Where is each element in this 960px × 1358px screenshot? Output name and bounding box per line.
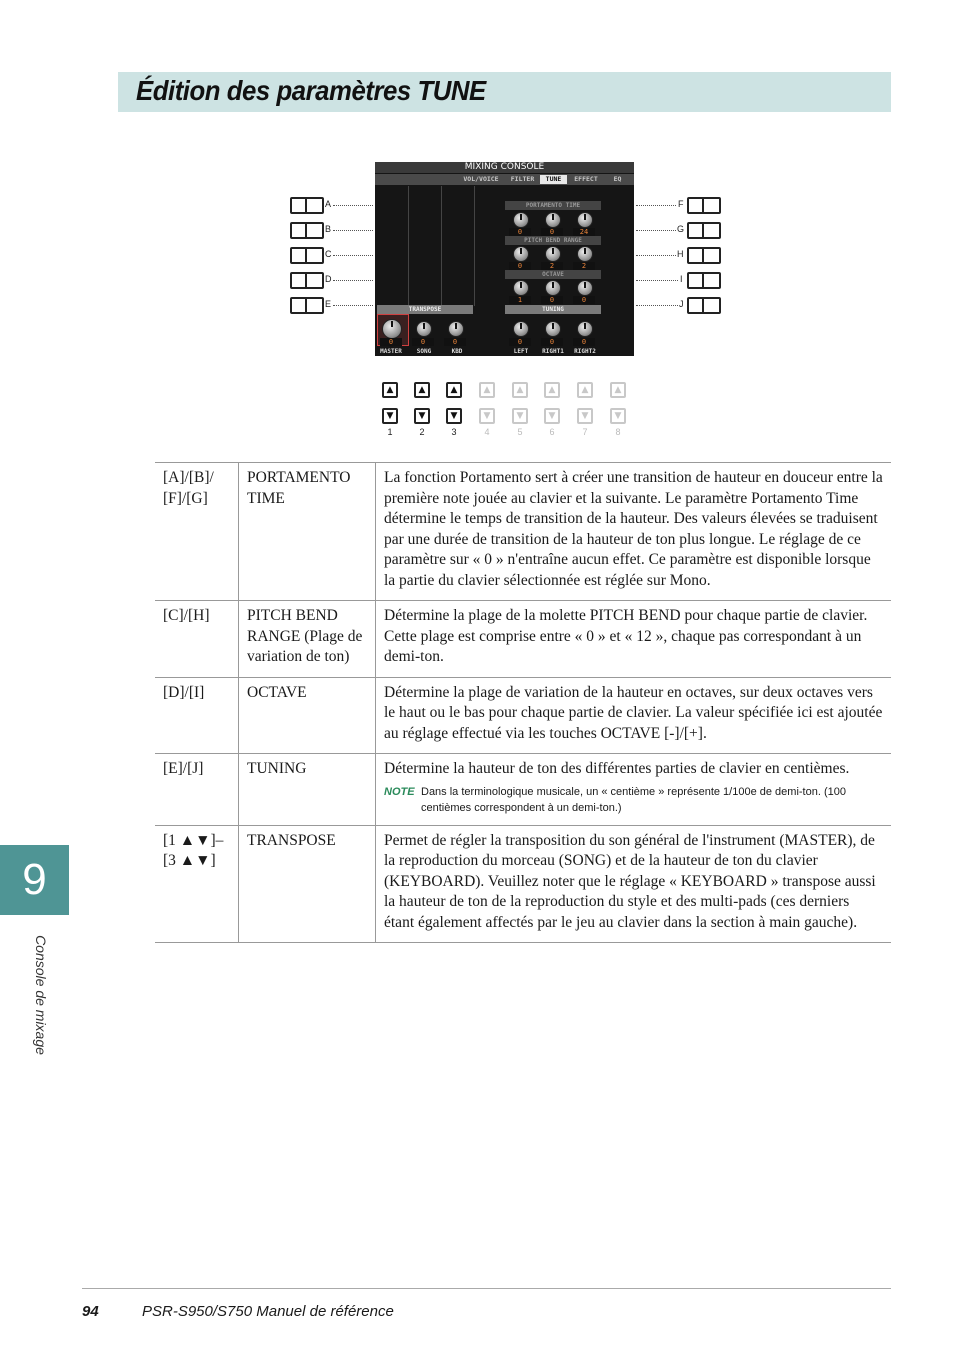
- chapter-label: Console de mixage: [33, 935, 49, 1055]
- button-label-b: B: [325, 224, 332, 234]
- portamento-label: PORTAMENTO TIME: [505, 201, 601, 210]
- button-7-up[interactable]: ▲: [577, 382, 593, 398]
- table-row: [155, 825, 891, 943]
- column-divider: [474, 186, 475, 306]
- transpose-value: 0: [380, 338, 402, 346]
- pitch-bend-value: 2: [541, 262, 563, 270]
- knob-icon[interactable]: [382, 319, 402, 339]
- octave-value: 1: [509, 296, 531, 304]
- knob-icon[interactable]: [545, 246, 561, 262]
- button-label-d: D: [325, 274, 332, 284]
- button-f[interactable]: [687, 197, 721, 214]
- button-number: 8: [615, 427, 621, 437]
- footer-left: LEFT: [513, 348, 529, 355]
- button-j[interactable]: [687, 297, 721, 314]
- tab-effect[interactable]: EFFECT: [574, 175, 598, 183]
- button-2-up[interactable]: ▲: [414, 382, 430, 398]
- tuning-value: 0: [541, 338, 563, 346]
- button-label-i: I: [680, 274, 683, 284]
- pitch-bend-value: 0: [509, 262, 531, 270]
- leader-line: [636, 255, 676, 256]
- octave-label: OCTAVE: [505, 270, 601, 279]
- button-8-down[interactable]: ▼: [610, 408, 626, 424]
- button-1-down[interactable]: ▼: [382, 408, 398, 424]
- keys-cell: [1 ▲▼]– [3 ▲▼]: [155, 825, 239, 943]
- button-number: 6: [549, 427, 555, 437]
- button-7-down[interactable]: ▼: [577, 408, 593, 424]
- knob-icon[interactable]: [577, 246, 593, 262]
- button-8-up[interactable]: ▲: [610, 382, 626, 398]
- footer-master: MASTER: [380, 348, 402, 355]
- keys-cell: [D]/[I]: [155, 677, 239, 754]
- button-d[interactable]: [290, 272, 324, 289]
- desc-text: Détermine la hauteur de ton des différentes parties de clavier en centièmes.: [384, 760, 850, 777]
- tab-vol-voice[interactable]: VOL/VOICE: [463, 175, 499, 183]
- button-5-down[interactable]: ▼: [512, 408, 528, 424]
- note-tag: NOTE: [384, 785, 415, 798]
- knob-icon[interactable]: [513, 212, 529, 228]
- knob-icon[interactable]: [577, 212, 593, 228]
- mixing-console-screen: [375, 162, 634, 356]
- desc-cell: Détermine la plage de variation de la hauteur en octaves, sur deux octaves vers le haut ou le bas pour chaque partie de clavier. La valeur spécifiée ici est ajoutée au réglage effectué via les touches OCTAVE [-]/[+].: [376, 677, 892, 754]
- button-3-up[interactable]: ▲: [446, 382, 462, 398]
- button-number: 1: [387, 427, 393, 437]
- button-e[interactable]: [290, 297, 324, 314]
- footer-right1: RIGHT1: [542, 348, 564, 355]
- screen-title: MIXING CONSOLE: [375, 162, 634, 173]
- button-number: 7: [582, 427, 588, 437]
- footer-divider: [82, 1288, 891, 1289]
- screen-tabs: [375, 174, 634, 185]
- button-number: 5: [517, 427, 523, 437]
- button-5-up[interactable]: ▲: [512, 382, 528, 398]
- knob-icon[interactable]: [577, 321, 593, 337]
- tuning-value: 0: [573, 338, 595, 346]
- keys-cell: [C]/[H]: [155, 601, 239, 678]
- button-4-down[interactable]: ▼: [479, 408, 495, 424]
- portamento-value: 24: [573, 228, 595, 236]
- button-label-a: A: [325, 199, 332, 209]
- leader-line: [333, 255, 373, 256]
- knob-icon[interactable]: [513, 246, 529, 262]
- desc-cell: Détermine la plage de la molette PITCH BEND pour chaque partie de clavier. Cette plage est comprise entre « 0 » et « 12 », chaque pas correspondant à un demi-ton.: [376, 601, 892, 678]
- param-cell: PORTAMENTO TIME: [239, 463, 376, 601]
- desc-cell: La fonction Portamento sert à créer une transition de hauteur en douceur entre la première note jouée au clavier et la suivante. Le paramètre Portamento Time détermine le temps de transition de la hauteur. Des valeurs élevées se traduisent par une durée de transition de la hauteur de ton plus longue. Le réglage de ce paramètre sur « 0 » n'entraîne aucun effet. Ce paramètre est disponible lorsque la partie du clavier sélectionnée est réglée sur Mono.: [376, 463, 892, 601]
- parameter-table: [155, 462, 891, 943]
- octave-value: 0: [541, 296, 563, 304]
- tab-filter[interactable]: FILTER: [510, 175, 535, 183]
- desc-cell: [376, 754, 892, 826]
- table-row: [155, 677, 891, 754]
- note-block: [384, 784, 883, 816]
- tuning-label: TUNING: [505, 305, 601, 314]
- button-label-j: J: [679, 299, 684, 309]
- knob-icon[interactable]: [448, 321, 464, 337]
- button-2-down[interactable]: ▼: [414, 408, 430, 424]
- button-b[interactable]: [290, 222, 324, 239]
- pitch-bend-label: PITCH BEND RANGE: [505, 236, 601, 245]
- button-label-c: C: [325, 249, 332, 259]
- button-number: 3: [451, 427, 457, 437]
- button-h[interactable]: [687, 247, 721, 264]
- knob-icon[interactable]: [545, 280, 561, 296]
- transpose-value: 0: [444, 338, 466, 346]
- transpose-value: 0: [412, 338, 434, 346]
- knob-icon[interactable]: [577, 280, 593, 296]
- octave-value: 0: [573, 296, 595, 304]
- knob-icon[interactable]: [416, 321, 432, 337]
- button-a[interactable]: [290, 197, 324, 214]
- pitch-bend-value: 2: [573, 262, 595, 270]
- knob-icon[interactable]: [513, 321, 529, 337]
- manual-title: PSR-S950/S750 Manuel de référence: [142, 1303, 394, 1320]
- button-label-e: E: [325, 299, 332, 309]
- knob-icon[interactable]: [545, 321, 561, 337]
- page-title: Édition des paramètres TUNE: [136, 75, 486, 106]
- button-i[interactable]: [687, 272, 721, 289]
- button-3-down[interactable]: ▼: [446, 408, 462, 424]
- tab-tune[interactable]: TUNE: [540, 175, 567, 184]
- chapter-tab: 9: [0, 845, 69, 915]
- keys-cell: [E]/[J]: [155, 754, 239, 826]
- keys-cell: [A]/[B]/ [F]/[G]: [155, 463, 239, 601]
- page-number: 94: [82, 1303, 99, 1320]
- button-6-down[interactable]: ▼: [544, 408, 560, 424]
- table-row: [155, 463, 891, 601]
- table-row: [155, 754, 891, 826]
- leader-line: [636, 305, 678, 306]
- leader-line: [636, 280, 678, 281]
- button-c[interactable]: [290, 247, 324, 264]
- leader-line: [333, 305, 373, 306]
- button-6-up[interactable]: ▲: [544, 382, 560, 398]
- button-label-h: H: [677, 249, 684, 259]
- button-label-f: F: [678, 199, 684, 209]
- table-row: [155, 601, 891, 678]
- portamento-value: 0: [509, 228, 531, 236]
- param-cell: PITCH BEND RANGE (Plage de variation de ton): [239, 601, 376, 678]
- param-cell: TRANSPOSE: [239, 825, 376, 943]
- button-g[interactable]: [687, 222, 721, 239]
- param-cell: TUNING: [239, 754, 376, 826]
- leader-line: [333, 205, 373, 206]
- tuning-value: 0: [509, 338, 531, 346]
- button-4-up[interactable]: ▲: [479, 382, 495, 398]
- transpose-label: TRANSPOSE: [377, 305, 473, 314]
- column-divider: [408, 186, 409, 306]
- leader-line: [636, 230, 676, 231]
- button-number: 4: [484, 427, 490, 437]
- desc-cell: Permet de régler la transposition du son général de l'instrument (MASTER), de la reproduction du morceau (SONG) et de la hauteur de ton du clavier (KEYBOARD). Veuillez noter que le réglage « KEYBOARD » transpose aussi la hauteur de ton de la reproduction du style et des multi-pads (ces derniers étant également affectés par le jeu au clavier dans la section à main gauche).: [376, 825, 892, 943]
- knob-icon[interactable]: [545, 212, 561, 228]
- footer-right2: RIGHT2: [574, 348, 596, 355]
- section-title-bar: [118, 72, 891, 112]
- button-label-g: G: [677, 224, 685, 234]
- leader-line: [636, 205, 676, 206]
- portamento-value: 0: [541, 228, 563, 236]
- param-cell: OCTAVE: [239, 677, 376, 754]
- button-1-up[interactable]: ▲: [382, 382, 398, 398]
- leader-line: [333, 280, 373, 281]
- column-divider: [441, 186, 442, 306]
- tab-eq[interactable]: EQ: [613, 175, 622, 183]
- footer-song: SONG: [416, 348, 432, 355]
- note-text: Dans la terminologique musicale, un « centième » représente 1/100e de demi-ton. (100 centièmes correspondent à un demi-ton.): [421, 785, 846, 814]
- knob-icon[interactable]: [513, 280, 529, 296]
- leader-line: [333, 230, 373, 231]
- button-number: 2: [419, 427, 425, 437]
- footer-kbd: KBD: [451, 348, 463, 355]
